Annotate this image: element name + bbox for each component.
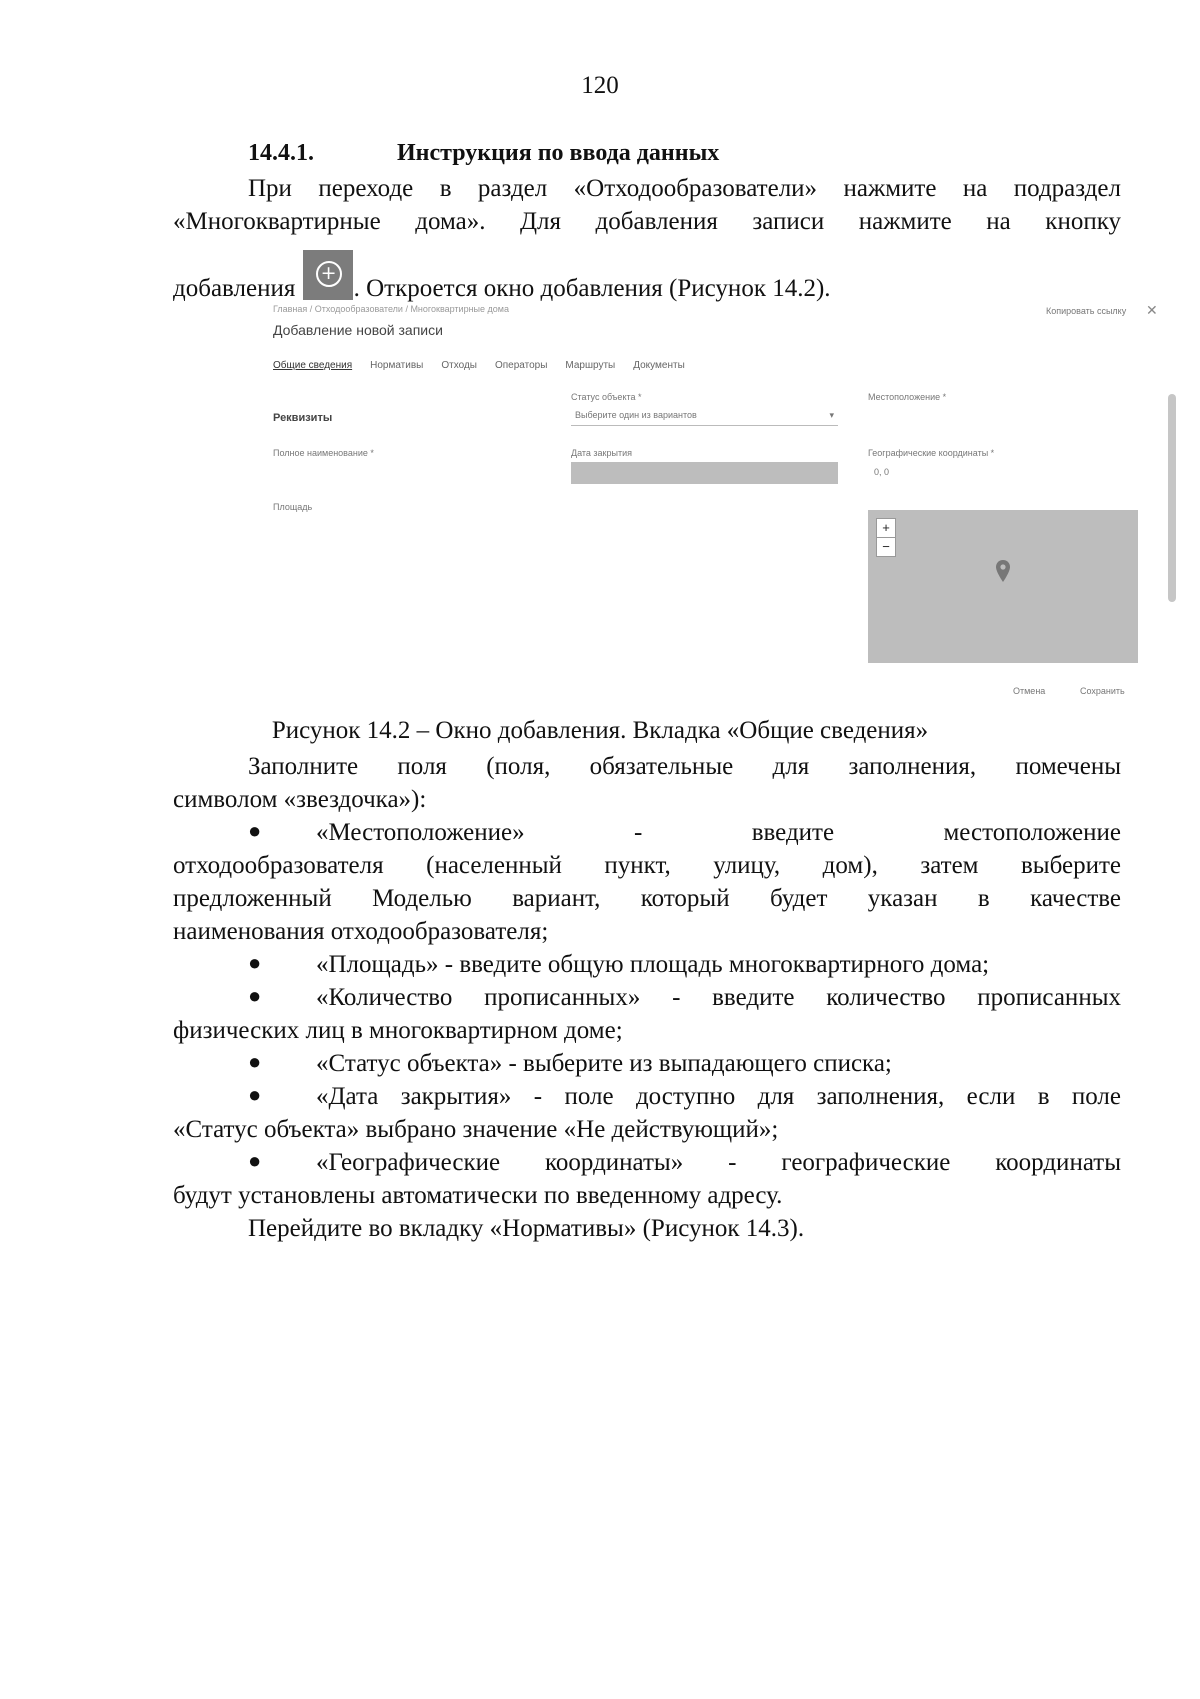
tab-operators[interactable]: Операторы — [494, 360, 548, 371]
bullet-marker: ● — [248, 1049, 262, 1074]
tab-documents[interactable]: Документы — [633, 360, 685, 371]
final-line: Перейдите во вкладку «Нормативы» (Рисунок 14.3). — [248, 1215, 805, 1242]
bullet-marker: ● — [248, 1148, 262, 1173]
tab-routes[interactable]: Маршруты — [565, 360, 616, 371]
map-pin-icon — [996, 560, 1010, 582]
copy-link-button[interactable]: Копировать ссылку — [1046, 306, 1127, 316]
map[interactable] — [868, 510, 1138, 663]
intro-line-3-before: добавления — [173, 275, 296, 302]
section-label: Реквизиты — [273, 412, 333, 424]
section-title: Инструкция по ввода данных — [397, 140, 720, 166]
fill-intro-line-1: Заполните поля (поля, обязательные для заполнения, помечены — [248, 753, 1121, 780]
bullet-marker: ● — [248, 1082, 262, 1107]
bullet-5-line-1: «Дата закрытия» - поле доступно для заполнения, если в поле — [316, 1083, 1121, 1110]
bullet-5-line-2: «Статус объекта» выбрано значение «Не действующий»; — [173, 1116, 779, 1143]
status-placeholder: Выберите один из вариантов — [575, 410, 697, 420]
fill-intro-line-2: символом «звездочка»): — [173, 786, 427, 813]
plus-circle-icon: + — [316, 261, 342, 287]
geo-label: Географические координаты * — [868, 448, 995, 458]
figure-add-record-window — [268, 302, 1178, 702]
tab-general[interactable]: Общие сведения — [273, 360, 353, 371]
intro-line-2: «Многоквартирные дома». Для добавления записи нажмите на кнопку — [173, 208, 1121, 235]
status-select[interactable] — [571, 405, 838, 426]
close-date-input[interactable] — [571, 462, 838, 484]
chevron-down-icon: ▾ — [829, 410, 834, 420]
bullet-2-line-1: «Площадь» - введите общую площадь многоквартирного дома; — [316, 951, 990, 978]
intro-line-3 — [173, 250, 1121, 305]
bullet-3-line-1: «Количество прописанных» - введите количество прописанных — [316, 984, 1121, 1011]
bullet-marker: ● — [248, 950, 262, 975]
bullet-1-line-1: «Местоположение» - введите местоположение — [316, 819, 1121, 846]
area-label: Площадь — [273, 502, 313, 512]
tab-waste[interactable]: Отходы — [441, 360, 477, 371]
bullet-marker: ● — [248, 983, 262, 1008]
bullet-1-line-3: предложенный Моделью вариант, который будет указан в качестве — [173, 885, 1121, 912]
bullet-marker: ● — [248, 818, 262, 843]
zoom-out-button[interactable]: − — [876, 537, 896, 557]
cancel-button[interactable]: Отмена — [1013, 686, 1046, 696]
bullet-4-line-1: «Статус объекта» - выберите из выпадающего списка; — [316, 1050, 892, 1077]
bullet-6-line-2: будут установлены автоматически по введенному адресу. — [173, 1182, 783, 1209]
full-name-label: Полное наименование * — [273, 448, 374, 458]
intro-line-3-after: . Откроется окно добавления (Рисунок 14.2). — [353, 275, 831, 302]
figure-caption: Рисунок 14.2 – Окно добавления. Вкладка «Общие сведения» — [271, 717, 929, 744]
geo-value: 0, 0 — [874, 467, 890, 477]
close-date-label: Дата закрытия — [571, 448, 632, 458]
save-button[interactable]: Сохранить — [1080, 686, 1125, 696]
bullet-3-line-2: физических лиц в многоквартирном доме; — [173, 1017, 623, 1044]
bullet-6-line-1: «Географические координаты» - географические координаты — [316, 1149, 1121, 1176]
status-label: Статус объекта * — [571, 392, 642, 402]
breadcrumb[interactable]: Главная / Отходообразователи / Многоквартирные дома — [273, 304, 509, 314]
page-number: 120 — [581, 72, 619, 99]
add-button-image — [303, 250, 353, 300]
zoom-in-button[interactable]: + — [876, 518, 896, 538]
bullet-1-line-4: наименования отходообразователя; — [173, 918, 549, 945]
tab-norms[interactable]: Нормативы — [370, 360, 424, 371]
intro-line-1: При переходе в раздел «Отходообразователи» нажмите на подраздел — [248, 175, 1121, 202]
scrollbar[interactable] — [1168, 394, 1176, 602]
tabs-bar — [273, 360, 685, 371]
window-title: Добавление новой записи — [273, 322, 443, 338]
section-number: 14.4.1. — [248, 140, 314, 166]
location-label: Местоположение * — [868, 392, 947, 402]
close-icon[interactable]: ✕ — [1146, 302, 1158, 318]
bullet-1-line-2: отходообразователя (населенный пункт, улицу, дом), затем выберите — [173, 852, 1121, 879]
